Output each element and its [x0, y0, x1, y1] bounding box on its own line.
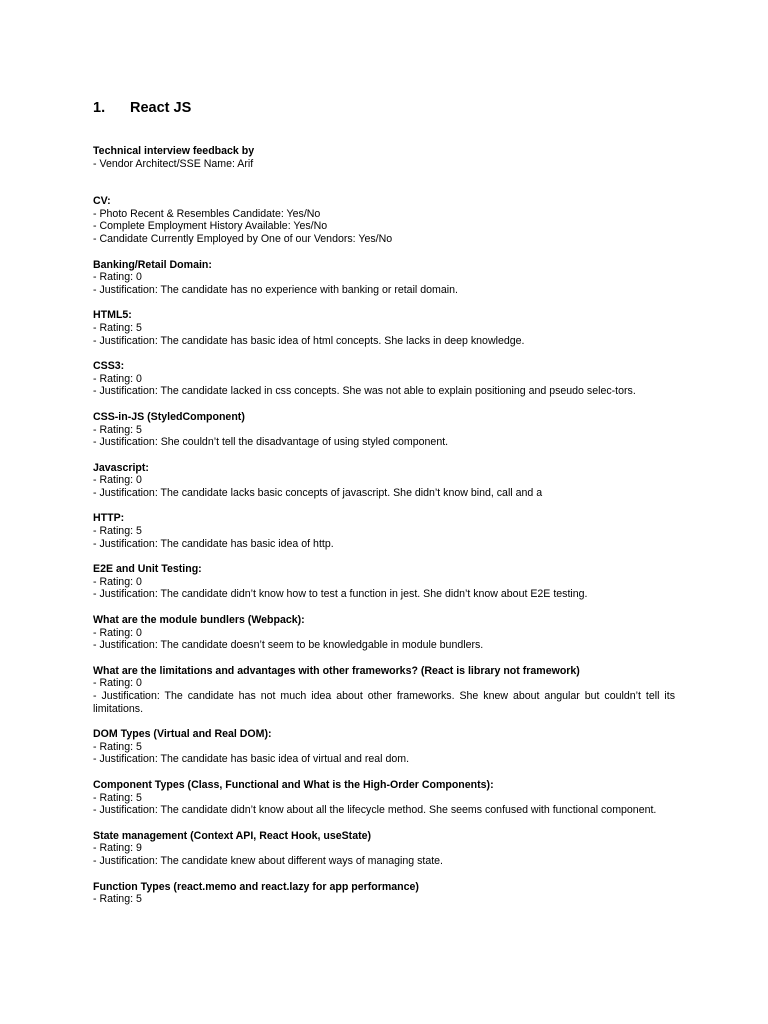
criteria-title: CSS3: [93, 360, 125, 373]
criteria-rating: - Rating: 5 [93, 423, 142, 436]
criteria-justification: - Justification: The candidate lacks basic concepts of javascript. She didn’t know bind, call and a [93, 486, 543, 499]
criteria-section [93, 411, 675, 449]
document-page [93, 99, 675, 906]
criteria-section [93, 830, 675, 868]
criteria-title: State management (Context API, React Hook, useState) [93, 829, 372, 842]
criteria-title: Function Types (react.memo and react.lazy for app performance) [93, 880, 419, 893]
criteria-title: CSS-in-JS (StyledComponent) [93, 410, 245, 423]
criteria-rating: - Rating: 0 [93, 677, 142, 690]
criteria-justification: - Justification: The candidate has basic idea of http. [93, 537, 334, 550]
vendor-name-line: - Vendor Architect/SSE Name: Arif [93, 157, 254, 170]
criteria-section [93, 259, 675, 297]
criteria-section [93, 779, 675, 817]
cv-block [93, 195, 675, 245]
criteria-rating: - Rating: 0 [93, 575, 142, 588]
criteria-title: What are the limitations and advantages with other frameworks? (React is library not framework) [93, 664, 580, 677]
criteria-rating: - Rating: 9 [93, 842, 142, 855]
criteria-section [93, 563, 675, 601]
criteria-section [93, 728, 675, 766]
criteria-section [93, 614, 675, 652]
heading-number: 1. [93, 100, 106, 116]
criteria-justification: - Justification: The candidate doesn’t seem to be knowledgable in module bundlers. [93, 639, 484, 652]
criteria-section [93, 462, 675, 500]
criteria-title: Component Types (Class, Functional and What is the High-Order Components): [93, 778, 494, 791]
criteria-section [93, 309, 675, 347]
criteria-justification: - Justification: The candidate knew about different ways of managing state. [93, 854, 443, 867]
criteria-justification: - Justification: The candidate has basic idea of virtual and real dom. [93, 753, 410, 766]
feedback-title: Technical interview feedback by [93, 145, 255, 157]
criteria-title: What are the module bundlers (Webpack): [93, 614, 305, 627]
criteria-section [93, 881, 675, 906]
criteria-rating: - Rating: 0 [93, 372, 142, 385]
heading-title: React JS [130, 100, 192, 116]
criteria-title: HTML5: [93, 309, 132, 322]
feedback-block [93, 145, 675, 170]
criteria-section [93, 360, 675, 398]
criteria-rating: - Rating: 5 [93, 321, 142, 334]
criteria-justification: - Justification: She couldn’t tell the disadvantage of using styled component. [93, 436, 449, 449]
criteria-title: Banking/Retail Domain: [93, 258, 212, 271]
cv-title: CV: [93, 195, 111, 208]
criteria-title: DOM Types (Virtual and Real DOM): [93, 728, 272, 741]
criteria-rating: - Rating: 5 [93, 740, 142, 753]
criteria-justification: - Justification: The candidate didn’t know how to test a function in jest. She didn’t know about E2E testing. [93, 588, 588, 601]
cv-item: - Complete Employment History Available: Yes/No [93, 220, 328, 233]
criteria-justification: - Justification: The candidate has basic idea of html concepts. She lacks in deep knowledge. [93, 334, 525, 347]
criteria-section [93, 512, 675, 550]
criteria-justification: - Justification: The candidate didn’t know about all the lifecycle method. She seems confused with functional component. [93, 804, 657, 817]
criteria-rating: - Rating: 0 [93, 271, 142, 284]
criteria-title: Javascript: [93, 461, 149, 474]
criteria-rating: - Rating: 5 [93, 791, 142, 804]
criteria-justification: - Justification: The candidate has no experience with banking or retail domain. [93, 283, 458, 296]
criteria-section [93, 665, 675, 715]
criteria-rating: - Rating: 5 [93, 893, 142, 906]
criteria-justification: - Justification: The candidate has not much idea about other frameworks. She knew about angular but couldn’t tell its limitations. [93, 690, 675, 715]
cv-item: - Candidate Currently Employed by One of our Vendors: Yes/No [93, 232, 393, 245]
criteria-title: E2E and Unit Testing: [93, 563, 202, 576]
criteria-rating: - Rating: 0 [93, 474, 142, 487]
criteria-title: HTTP: [93, 512, 125, 525]
criteria-justification: - Justification: The candidate lacked in css concepts. She was not able to explain positioning and pseudo selec-tors. [93, 385, 636, 398]
section-heading [93, 99, 675, 117]
criteria-rating: - Rating: 5 [93, 525, 142, 538]
criteria-rating: - Rating: 0 [93, 626, 142, 639]
cv-item: - Photo Recent & Resembles Candidate: Yes/No [93, 207, 321, 220]
